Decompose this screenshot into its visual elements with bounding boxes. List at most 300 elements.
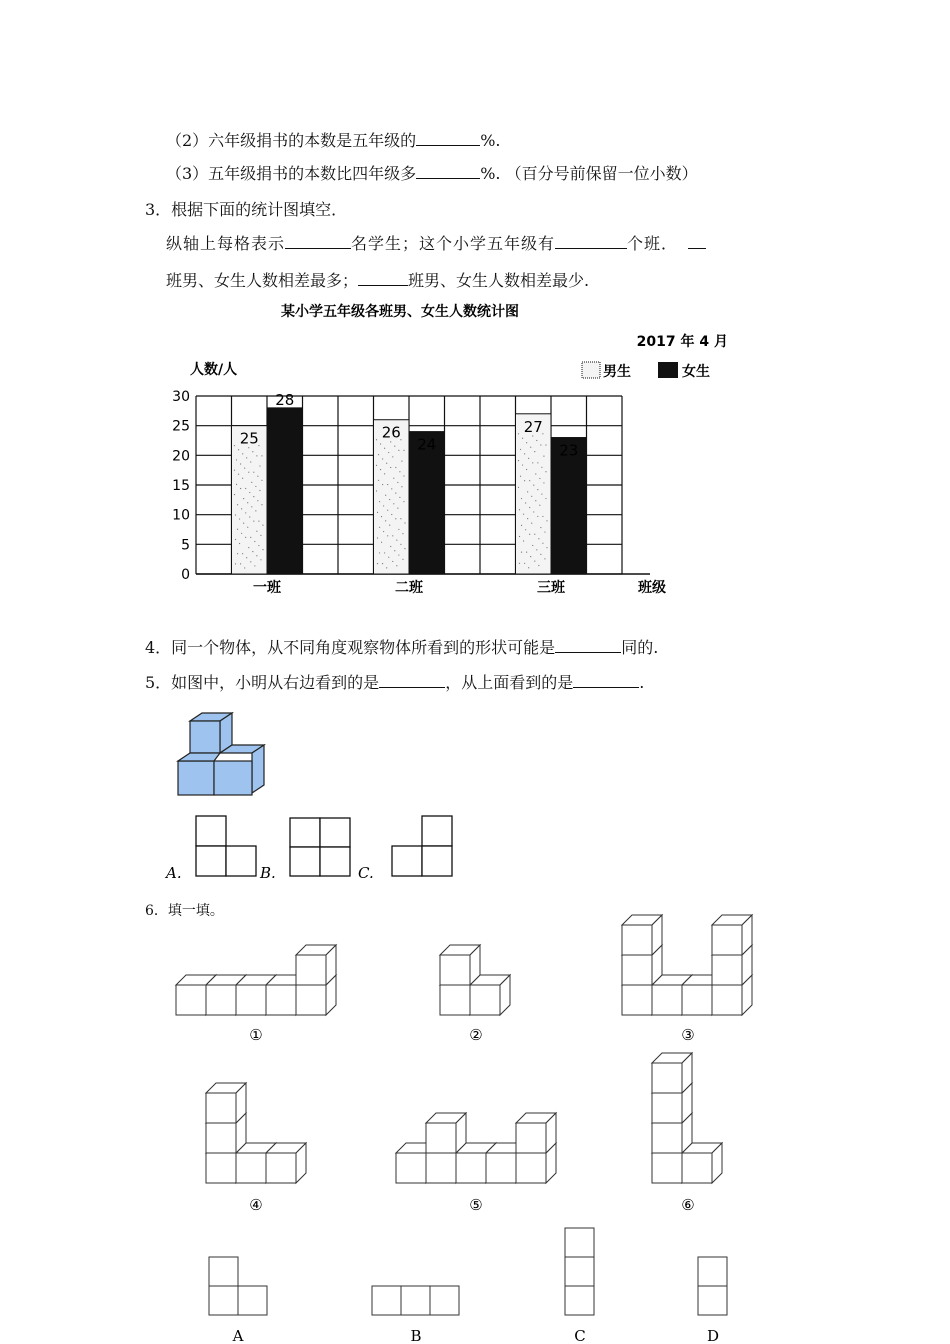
- bar-texture-dot: [376, 439, 377, 440]
- bar-texture-dot: [396, 540, 397, 541]
- bar-texture-dot: [237, 553, 238, 554]
- bar-texture-dot: [524, 480, 525, 481]
- bar-texture-dot: [386, 567, 387, 568]
- bar-texture-dot: [235, 514, 236, 515]
- bar-texture-dot: [258, 545, 259, 546]
- bar-texture-dot: [384, 448, 385, 449]
- q5-text-end: .: [639, 673, 645, 692]
- bar-texture-dot: [539, 505, 540, 506]
- optA-square-1: [196, 816, 226, 846]
- bar-texture-dot: [261, 504, 262, 505]
- bar-boys: [374, 420, 410, 574]
- q3-line-1-c: 个班．: [627, 234, 679, 253]
- bar-texture-dot: [546, 520, 547, 521]
- bar-texture-dot: [257, 476, 258, 477]
- bar-texture-dot: [393, 503, 394, 504]
- bar-texture-dot: [534, 534, 535, 535]
- bar-texture-dot: [398, 554, 399, 555]
- answer-option-label[interactable]: A: [232, 1327, 244, 1344]
- cube: [652, 1053, 692, 1093]
- bar-texture-dot: [236, 484, 237, 485]
- bar-texture-dot: [545, 498, 546, 499]
- bar-texture-dot: [382, 484, 383, 485]
- bar-texture-dot: [393, 478, 394, 479]
- q3-line-1-a: 纵轴上每格表示: [166, 234, 286, 253]
- bar-texture-dot: [542, 516, 543, 517]
- bar-texture-dot: [546, 547, 547, 548]
- bar-texture-dot: [377, 563, 378, 564]
- q3-blank-class-count[interactable]: [555, 234, 627, 249]
- q2-line-3-text: （3）五年级捐书的本数比四年级多: [166, 164, 417, 183]
- q2-answer-blank-3[interactable]: [416, 164, 480, 179]
- bar-texture-dot: [518, 487, 519, 488]
- bar-texture-dot: [523, 514, 524, 515]
- bar-texture-dot: [527, 518, 528, 519]
- answer-square: [565, 1228, 594, 1257]
- bar-texture-dot: [256, 531, 257, 532]
- answer-option-label[interactable]: C: [574, 1327, 586, 1344]
- bar-texture-dot: [381, 516, 382, 517]
- bar-texture-dot: [391, 514, 392, 515]
- bar-texture-dot: [529, 507, 530, 508]
- bar-texture-dot: [524, 453, 525, 454]
- q5-blank-top-view[interactable]: [573, 673, 639, 688]
- cube: [622, 915, 662, 955]
- bar-texture-dot: [401, 486, 402, 487]
- bar-texture-dot: [240, 463, 241, 464]
- bar-texture-dot: [234, 445, 235, 446]
- q3-blank-per-grid[interactable]: [285, 234, 351, 249]
- bar-texture-dot: [247, 527, 248, 528]
- optB-square-2: [320, 818, 350, 847]
- bar-texture-dot: [260, 559, 261, 560]
- bar-texture-dot: [249, 492, 250, 493]
- bar-texture-dot: [384, 473, 385, 474]
- q3-line-2-b: 班男、女生人数相差最少.: [408, 271, 590, 290]
- bar-texture-dot: [376, 490, 377, 491]
- bar-texture-dot: [399, 471, 400, 472]
- bar-texture-dot: [540, 444, 541, 445]
- bar-texture-dot: [252, 551, 253, 552]
- bar-texture-dot: [541, 467, 542, 468]
- answer-square: [565, 1257, 594, 1286]
- bar-texture-dot: [258, 520, 259, 521]
- q3-blank-least-diff[interactable]: [358, 271, 408, 286]
- bar-texture-dot: [534, 560, 535, 561]
- bar-texture-dot: [259, 465, 260, 466]
- bar-texture-dot: [544, 531, 545, 532]
- legend-label-girls: 女生: [682, 364, 710, 380]
- bar-texture-dot: [392, 535, 393, 536]
- figure-number-label: ⑤: [469, 1196, 483, 1214]
- q5-text-mid: ，从上面看到的是: [445, 673, 574, 692]
- q2-line-3-unit: %. （百分号前保留一位小数）: [480, 164, 698, 183]
- figure-1: [176, 945, 336, 1015]
- bar-texture-dot: [248, 472, 249, 473]
- bar-texture-dot: [248, 547, 249, 548]
- chart-subtitle: 2017 年 4 月: [636, 334, 728, 350]
- bar-texture-dot: [394, 550, 395, 551]
- q4-line: [145, 635, 658, 658]
- bar-texture-dot: [398, 450, 399, 451]
- data-label-girls: 24: [417, 435, 437, 454]
- bar-texture-dot: [377, 537, 378, 538]
- bar-texture-dot: [537, 462, 538, 463]
- bar-texture-dot: [245, 512, 246, 513]
- bar-texture-dot: [241, 508, 242, 509]
- bar-texture-dot: [403, 501, 404, 502]
- bar-texture-dot: [239, 543, 240, 544]
- q5-options: [160, 812, 470, 887]
- figure-6: [652, 1053, 722, 1183]
- bar-texture-dot: [533, 485, 534, 486]
- bar-texture-dot: [256, 455, 257, 456]
- bar-texture-dot: [251, 506, 252, 507]
- figure-4: [206, 1083, 306, 1183]
- bar-texture-dot: [390, 467, 391, 468]
- bar-texture-dot: [395, 493, 396, 494]
- bar-texture-dot: [382, 458, 383, 459]
- q5-blank-right-view[interactable]: [379, 673, 445, 688]
- bar-texture-dot: [529, 480, 530, 481]
- optC-square-1: [422, 816, 452, 846]
- bar-texture-dot: [520, 449, 521, 450]
- chart-title: 某小学五年级各班男、女生人数统计图: [281, 304, 519, 320]
- bar-texture-dot: [534, 451, 535, 452]
- answer-option-label[interactable]: D: [706, 1327, 720, 1344]
- bar-texture-dot: [539, 478, 540, 479]
- answer-square: [209, 1286, 238, 1315]
- bar-texture-dot: [255, 486, 256, 487]
- option-b-label[interactable]: B.: [260, 864, 276, 882]
- bar-texture-dot: [239, 518, 240, 519]
- q3-line-2-a: 班男、女生人数相差最多；: [166, 271, 359, 290]
- answer-square: [698, 1257, 727, 1286]
- bar-texture-dot: [262, 525, 263, 526]
- bar-texture-dot: [376, 465, 377, 466]
- cube: [682, 1143, 722, 1183]
- q3-line-2: [166, 268, 589, 291]
- bar-texture-dot: [540, 554, 541, 555]
- bar-texture-dot: [522, 438, 523, 439]
- bar-texture-dot: [518, 460, 519, 461]
- bar-texture-dot: [379, 501, 380, 502]
- bar-texture-dot: [384, 552, 385, 553]
- bar-texture-dot: [535, 500, 536, 501]
- bar-texture-dot: [254, 565, 255, 566]
- bar-texture-dot: [522, 464, 523, 465]
- q4-text-end: 同的.: [621, 638, 659, 657]
- cube: [266, 1143, 306, 1183]
- cube: [426, 1113, 466, 1153]
- q2-line-3: [166, 161, 698, 184]
- bar-texture-dot: [378, 480, 379, 481]
- chart-y-ticks: [172, 389, 190, 583]
- bar-texture-dot: [240, 488, 241, 489]
- bar-texture-dot: [402, 533, 403, 534]
- y-tick-label: 10: [172, 507, 190, 524]
- bar-texture-dot: [538, 565, 539, 566]
- legend-swatch-girls: [658, 362, 678, 378]
- figure-number-label: ③: [681, 1026, 695, 1044]
- bar-texture-dot: [387, 510, 388, 511]
- bar-texture-dot: [395, 518, 396, 519]
- bar-texture-dot: [250, 561, 251, 562]
- bar-texture-dot: [389, 499, 390, 500]
- bar-chart: [160, 298, 728, 608]
- bar-texture-dot: [253, 496, 254, 497]
- bar-texture-dot: [253, 520, 254, 521]
- bar-texture-dot: [526, 552, 527, 553]
- bar-texture-dot: [544, 558, 545, 559]
- bar-texture-dot: [521, 498, 522, 499]
- bar-texture-dot: [403, 450, 404, 451]
- cube: [440, 945, 480, 985]
- bar-texture-dot: [234, 470, 235, 471]
- y-tick-label: 0: [181, 567, 190, 583]
- bar-texture-dot: [543, 456, 544, 457]
- q2-line-2-text: （2）六年级捐书的本数是五年级的: [166, 131, 417, 150]
- figure-number-label: ⑥: [681, 1196, 695, 1214]
- optB-square-4: [320, 847, 350, 876]
- bar-texture-dot: [237, 529, 238, 530]
- bar-texture-dot: [237, 504, 238, 505]
- legend-label-boys: 男生: [603, 364, 631, 380]
- bar-texture-dot: [400, 518, 401, 519]
- bar-texture-dot: [530, 556, 531, 557]
- optB-square-1: [290, 818, 320, 847]
- bar-texture-dot: [246, 457, 247, 458]
- optA-square-2: [196, 846, 226, 876]
- bar-texture-dot: [518, 433, 519, 434]
- answer-option-label[interactable]: B: [410, 1327, 422, 1344]
- bar-texture-dot: [390, 546, 391, 547]
- bar-texture-dot: [397, 482, 398, 483]
- bar-texture-dot: [519, 509, 520, 510]
- y-tick-label: 15: [172, 478, 190, 494]
- q3-line-1-b: 名学生；这个小学五年级有: [351, 234, 556, 253]
- answer-square: [565, 1286, 594, 1315]
- answer-square: [372, 1286, 401, 1315]
- bar-texture-dot: [241, 533, 242, 534]
- bar-texture-dot: [388, 452, 389, 453]
- bar-texture-dot: [403, 475, 404, 476]
- bar-texture-dot: [524, 563, 525, 564]
- x-category-label: 一班: [253, 580, 281, 596]
- bar-texture-dot: [243, 523, 244, 524]
- bar-texture-dot: [519, 536, 520, 537]
- bar-texture-dot: [531, 523, 532, 524]
- answer-square: [698, 1286, 727, 1315]
- bar-texture-dot: [519, 563, 520, 564]
- bar-texture-dot: [236, 459, 237, 460]
- bar-texture-dot: [540, 527, 541, 528]
- bar-texture-dot: [526, 442, 527, 443]
- bar-texture-dot: [380, 469, 381, 470]
- bar-texture-dot: [383, 505, 384, 506]
- bar-texture-dot: [525, 529, 526, 530]
- bar-texture-dot: [545, 444, 546, 445]
- chart-x-categories: [253, 580, 566, 596]
- bar-texture-dot: [389, 525, 390, 526]
- bar-texture-dot: [398, 529, 399, 530]
- q3-line-1: [166, 231, 706, 254]
- bar-texture-dot: [240, 563, 241, 564]
- q6-figures: [160, 905, 800, 1344]
- data-label-boys: 25: [239, 429, 259, 448]
- option-c-label[interactable]: C.: [358, 864, 374, 882]
- cube: [296, 945, 336, 985]
- bar-texture-dot: [387, 484, 388, 485]
- bar-texture-dot: [245, 537, 246, 538]
- bar-texture-dot: [253, 472, 254, 473]
- bar-texture-dot: [401, 460, 402, 461]
- bar-texture-dot: [526, 469, 527, 470]
- bar-texture-dot: [394, 446, 395, 447]
- bar-texture-dot: [382, 563, 383, 564]
- bar-texture-dot: [392, 561, 393, 562]
- chart-legend: [582, 362, 710, 380]
- bar-texture-dot: [532, 462, 533, 463]
- bar-texture-dot: [251, 482, 252, 483]
- q5-line: [145, 670, 644, 693]
- bar-texture-dot: [238, 474, 239, 475]
- figure-5: [396, 1113, 556, 1183]
- bar-texture-dot: [385, 520, 386, 521]
- bar-texture-dot: [254, 541, 255, 542]
- bar-texture-dot: [378, 454, 379, 455]
- bar-texture-dot: [536, 440, 537, 441]
- bar-texture-dot: [385, 495, 386, 496]
- optB-square-3: [290, 847, 320, 876]
- bar-texture-dot: [380, 443, 381, 444]
- q5-cube-figure: [170, 705, 280, 805]
- answer-square: [401, 1286, 430, 1315]
- bar-texture-dot: [235, 563, 236, 564]
- bar-texture-dot: [383, 531, 384, 532]
- chart-ylabel: 人数/人: [190, 362, 238, 378]
- bar-texture-dot: [249, 516, 250, 517]
- data-label-boys: 26: [381, 423, 401, 442]
- bar-texture-dot: [399, 497, 400, 498]
- q6-stem: 6．填一填。: [145, 903, 224, 919]
- q5-text: 5．如图中，小明从右边看到的是: [145, 673, 380, 692]
- cube: [516, 1113, 556, 1153]
- q2-answer-blank-2[interactable]: [416, 131, 480, 146]
- bar-texture-dot: [244, 467, 245, 468]
- figure-3: [622, 915, 752, 1015]
- bar-texture-dot: [235, 539, 236, 540]
- bar-texture-dot: [530, 447, 531, 448]
- bar-texture-dot: [395, 467, 396, 468]
- bar-texture-dot: [391, 488, 392, 489]
- data-label-boys: 27: [523, 417, 543, 436]
- bar-texture-dot: [250, 537, 251, 538]
- bar-texture-dot: [256, 555, 257, 556]
- bar-texture-dot: [537, 489, 538, 490]
- bar-texture-dot: [386, 463, 387, 464]
- bar-texture-dot: [400, 544, 401, 545]
- bar-texture-dot: [533, 511, 534, 512]
- y-tick-label: 20: [172, 448, 190, 465]
- bar-texture-dot: [387, 535, 388, 536]
- figure-number-label: ④: [249, 1196, 263, 1214]
- bar-texture-dot: [377, 512, 378, 513]
- bar-texture-dot: [238, 449, 239, 450]
- q2-line-2-unit: %.: [480, 131, 501, 150]
- bar-texture-dot: [392, 456, 393, 457]
- bar-boys: [516, 414, 552, 574]
- q2-line-2: [166, 128, 500, 151]
- optA-square-3: [226, 846, 256, 876]
- data-label-girls: 23: [559, 441, 579, 460]
- bar-texture-dot: [247, 502, 248, 503]
- bar-texture-dot: [525, 502, 526, 503]
- bar-texture-dot: [523, 540, 524, 541]
- bar-texture-dot: [545, 471, 546, 472]
- bar-texture-dot: [520, 476, 521, 477]
- bar-texture-dot: [244, 567, 245, 568]
- option-a-label[interactable]: A.: [166, 864, 182, 882]
- bar-texture-dot: [255, 510, 256, 511]
- bar-texture-dot: [404, 522, 405, 523]
- q4-text: 4．同一个物体，从不同角度观察物体所看到的形状可能是: [145, 638, 556, 657]
- bar-texture-dot: [528, 567, 529, 568]
- bar-texture-dot: [234, 494, 235, 495]
- chart-xlabel: 班级: [638, 580, 666, 596]
- bar-texture-dot: [527, 491, 528, 492]
- bar-texture-dot: [250, 461, 251, 462]
- figure-number-label: ②: [469, 1026, 483, 1044]
- answer-square: [238, 1286, 267, 1315]
- bar-texture-dot: [397, 507, 398, 508]
- answer-square: [209, 1257, 238, 1286]
- bar-texture-dot: [245, 488, 246, 489]
- bar-texture-dot: [521, 552, 522, 553]
- optC-square-3: [422, 846, 452, 876]
- answer-square: [430, 1286, 459, 1315]
- figure-number-label: ①: [249, 1026, 263, 1044]
- bar-texture-dot: [379, 552, 380, 553]
- bar-texture-dot: [529, 534, 530, 535]
- y-tick-label: 30: [172, 389, 190, 405]
- bar-texture-dot: [537, 516, 538, 517]
- cube: [470, 975, 510, 1015]
- cube: [206, 1083, 246, 1123]
- bar-texture-dot: [532, 545, 533, 546]
- q3-blank-most-diff[interactable]: [688, 234, 706, 249]
- bar-texture-dot: [542, 543, 543, 544]
- bar-texture-dot: [521, 525, 522, 526]
- bar-texture-dot: [259, 490, 260, 491]
- bar-texture-dot: [261, 455, 262, 456]
- bar-texture-dot: [404, 548, 405, 549]
- bar-texture-dot: [257, 500, 258, 501]
- data-label-girls: 28: [275, 390, 295, 409]
- bar-texture-dot: [242, 553, 243, 554]
- bar-texture-dot: [536, 549, 537, 550]
- bar-texture-dot: [379, 527, 380, 528]
- bar-texture-dot: [242, 478, 243, 479]
- x-category-label: 二班: [395, 580, 423, 596]
- bar-texture-dot: [242, 453, 243, 454]
- figure-2: [440, 945, 510, 1015]
- y-tick-label: 25: [172, 418, 190, 435]
- bar-girls: [267, 408, 303, 574]
- bar-texture-dot: [531, 496, 532, 497]
- q4-answer-blank[interactable]: [555, 638, 621, 653]
- q3-stem: 3．根据下面的统计图填空．: [145, 200, 348, 219]
